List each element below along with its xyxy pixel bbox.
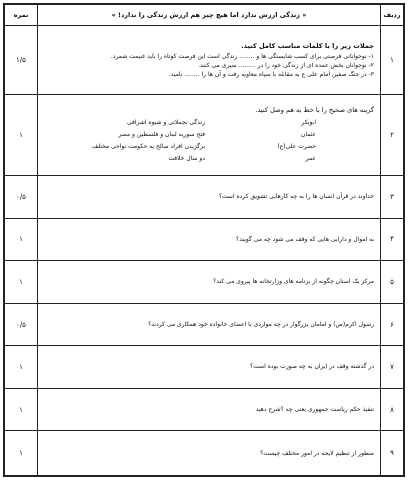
question-text: تنفیذ حکم ریاست جمهوری یعنی چه ؟شرح دهید [38, 388, 381, 431]
match-item: دو سال خلافت [168, 155, 205, 163]
header-row [5, 5, 404, 26]
question-text: مرکز یک استان چگونه از برنامه های وزارتخانه ها پیروی می کند؟ [38, 261, 381, 304]
question-line: ۲- نوجوانان بخش عمده ای از زندگی خود را در ......... سپری می کنند. [198, 62, 374, 70]
question-score: ۱ [5, 388, 38, 431]
question-row-7 [5, 346, 404, 389]
question-number: ۲ [381, 95, 404, 176]
question-number: ۶ [381, 303, 404, 346]
match-item: حضرت علی(ع) [277, 143, 316, 151]
matching-left-column [44, 117, 205, 165]
question-score: ۰/۵ [5, 176, 38, 219]
question-row-2 [5, 95, 404, 176]
row-number-header: ردیف [381, 5, 404, 26]
question-score: ۱ [5, 261, 38, 304]
match-item: عمر [305, 155, 316, 163]
question-row-6 [5, 303, 404, 346]
match-item: ابوبکر [301, 119, 316, 127]
match-item: برگزیدن افراد صالح به حکومت نواحی مختلف [92, 143, 205, 151]
question-score: ۱ [5, 346, 38, 389]
question-number: ۷ [381, 346, 404, 389]
question-number: ۱ [381, 26, 404, 95]
question-number: ۹ [381, 431, 404, 476]
question-number: ۵ [381, 261, 404, 304]
question-number: ۸ [381, 388, 404, 431]
exam-title: « زندگی ارزش ندارد اما هیچ چیز هم ارزش زندگی را ندارد! » [38, 5, 381, 26]
question-row-9 [5, 431, 404, 476]
match-item: عثمان [300, 131, 316, 139]
question-score: ۰/۵ [5, 303, 38, 346]
question-score: ۱ [5, 431, 38, 476]
question-row-3 [5, 176, 404, 219]
question-line: ۳- در جنگ صفین امام علی ع به مقابله با سپاه معاویه رفت و آن ها را ........ نامید. [168, 71, 374, 79]
exam-sheet [3, 3, 405, 477]
question-score: ۱/۵ [5, 26, 38, 95]
match-item: فتح سوریه لبنان و فلسطین و مصر [118, 131, 205, 139]
question-title: جملات زیر را با کلمات مناسب کامل کنید. [241, 41, 374, 50]
match-item: زندگی تجملاتی و شیوه اشرافی [127, 119, 205, 127]
question-text: به اموال و دارایی هایی که وقف می شود چه می گویند؟ [38, 218, 381, 261]
question-text: رسول اکرم(ص) و امامان بزرگوار در چه مواردی با اعضای خانواده خود همکاری می کردند؟ [38, 303, 381, 346]
question-text: منظور از تنظیم لایحه در امور مختلف چیست؟ [38, 431, 381, 476]
question-line: ۱- نوجوانانی فرصتی برای کسب شایستگی ها و ........ زندگی است این فرصت کوتاه را باید غنیمت شمرد. [110, 52, 374, 60]
score-header: نمره [5, 5, 38, 26]
question-row-4 [5, 218, 404, 261]
question-row-1 [5, 26, 404, 95]
question-score: ۱ [5, 95, 38, 176]
question-body [38, 26, 381, 95]
questions-table [4, 4, 404, 476]
question-title: گزینه های صحیح را با خط به هم وصل کنید. [255, 106, 374, 115]
question-row-5 [5, 261, 404, 304]
question-number: ۴ [381, 218, 404, 261]
matching-right-column [213, 117, 374, 165]
matching-columns [44, 117, 374, 165]
question-number: ۳ [381, 176, 404, 219]
question-body [38, 95, 381, 176]
question-row-8 [5, 388, 404, 431]
question-text: خداوند در قرآن انسان ها را به چه کارهایی تشویق کرده است؟ [38, 176, 381, 219]
question-score: ۱ [5, 218, 38, 261]
question-text: در گذشته وقف در ایران به چه صورت بوده است؟ [38, 346, 381, 389]
